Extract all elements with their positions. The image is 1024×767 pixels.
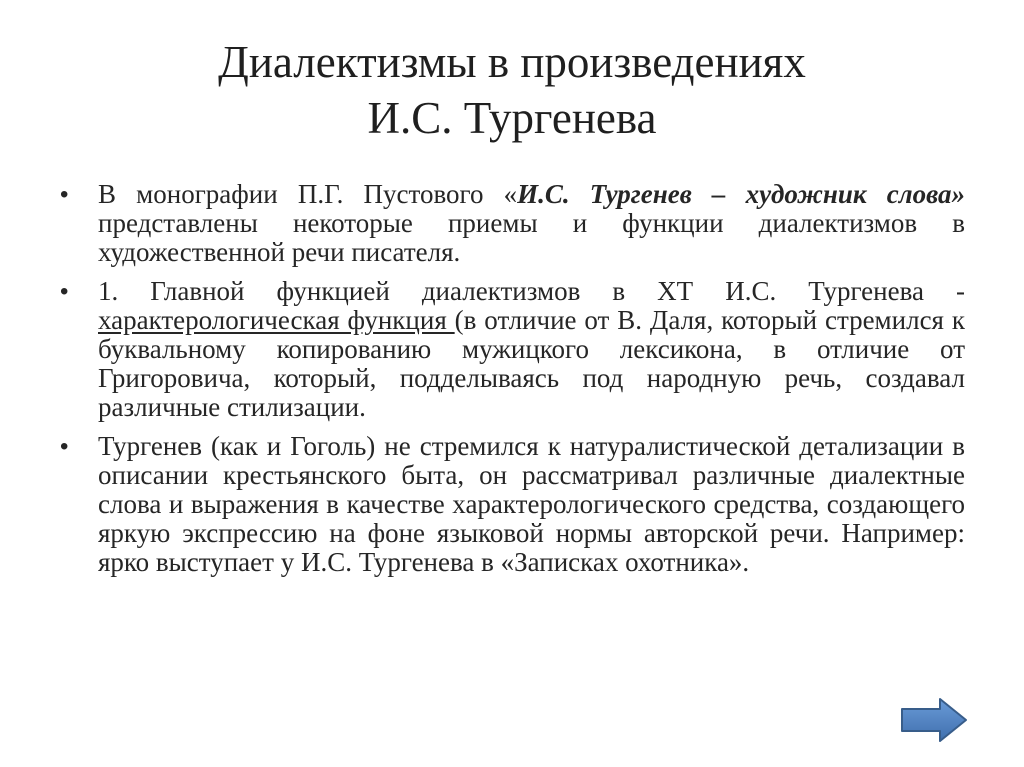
bullet-item-1	[60, 180, 965, 267]
bullet-text-part: (в отличие от В. Даля, который стремился к буквальному копированию мужицкого лексикона, в отличие от Григоровича, который, подделываясь под народную речь, создавал различные стилизации.	[98, 305, 965, 422]
slide-title	[60, 34, 964, 146]
bullet-text-part: В монографии П.Г. Пустового «	[98, 179, 518, 209]
bullet-item-2	[60, 277, 965, 422]
bullet-item-3	[60, 432, 965, 577]
book-title-emphasis: И.С. Тургенев – художник слова»	[517, 179, 966, 209]
bullet-marker: •	[60, 181, 69, 208]
underlined-term: характерологическая функция	[98, 305, 455, 335]
bullet-marker: •	[60, 278, 69, 305]
title-line-2: И.С. Тургенева	[367, 93, 657, 143]
bullet-marker: •	[60, 433, 69, 460]
bullet-text	[98, 276, 965, 422]
bullet-text: Тургенев (как и Гоголь) не стремился к натуралистической детализации в описании крестьянского быта, он рассматривал различные диалектные слова и выражения в качестве характерологического средства, создающего яркую экспрессию на фоне языковой нормы авторской речи. Например: ярко выступает у И.С. Тургенева в «Записках охотника».	[98, 431, 965, 577]
bullet-text-part: представлены некоторые приемы и функции диалектизмов в художественной речи писателя.	[98, 208, 965, 267]
bullet-text	[98, 179, 965, 267]
title-line-1: Диалектизмы в произведениях	[218, 37, 806, 87]
right-arrow-icon	[900, 697, 968, 743]
bullet-list	[60, 180, 965, 587]
next-slide-button[interactable]	[900, 697, 968, 743]
bullet-text-part: 1. Главной функцией диалектизмов в ХТ И.С. Тургенева -	[98, 276, 965, 306]
